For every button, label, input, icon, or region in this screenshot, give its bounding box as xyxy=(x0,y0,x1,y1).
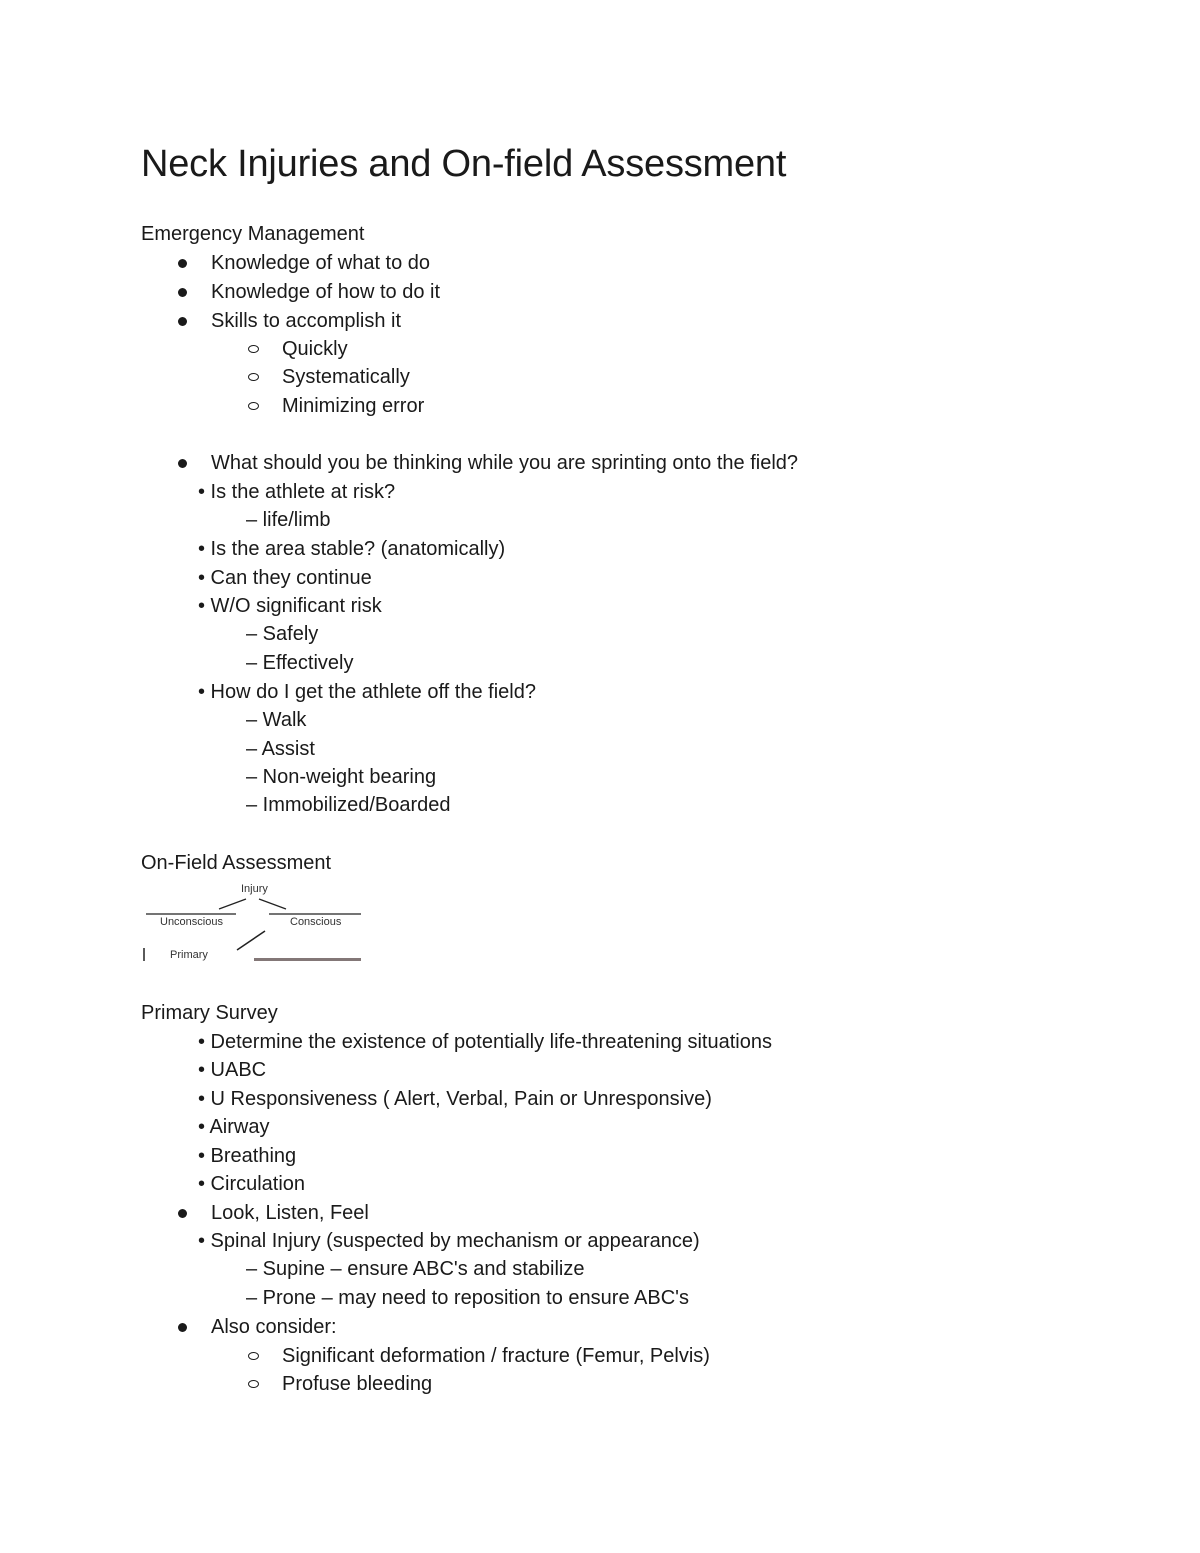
bullet-circle-icon xyxy=(248,373,259,381)
list-subitem: – Non-weight bearing xyxy=(246,766,437,788)
list-item: • Is the athlete at risk? xyxy=(198,481,396,503)
list-item: • How do I get the athlete off the field? xyxy=(198,681,536,703)
bullet-disc-icon xyxy=(178,259,187,268)
arrow-left-line xyxy=(219,899,246,909)
bullet-disc-icon xyxy=(178,1323,187,1332)
bullet-circle-icon xyxy=(248,1380,259,1388)
emergency-heading: Emergency Management xyxy=(141,223,365,245)
list-item: Also consider: xyxy=(211,1316,337,1338)
list-subitem: – Prone – may need to reposition to ensure ABC's xyxy=(246,1287,689,1309)
list-item: • Spinal Injury (suspected by mechanism or appearance) xyxy=(198,1230,700,1252)
list-item: • UABC xyxy=(198,1059,267,1081)
bullet-circle-icon xyxy=(248,1352,259,1360)
assessment-flow-diagram xyxy=(141,878,366,968)
list-item: • Is the area stable? (anatomically) xyxy=(198,538,506,560)
list-item: • Determine the existence of potentially life-threatening situations xyxy=(198,1031,772,1053)
list-subitem: Minimizing error xyxy=(282,395,425,417)
bullet-disc-icon xyxy=(178,1209,187,1218)
redacted-bar xyxy=(254,958,361,961)
diagram-label-bottom: Primary xyxy=(170,949,208,961)
list-subitem: – Effectively xyxy=(246,652,354,674)
list-item: • U Responsiveness ( Alert, Verbal, Pain or Unresponsive) xyxy=(198,1088,712,1110)
list-subitem: – Safely xyxy=(246,623,319,645)
list-item: What should you be thinking while you are sprinting onto the field? xyxy=(211,452,799,474)
list-item: • W/O significant risk xyxy=(198,595,382,617)
list-subitem: Systematically xyxy=(282,366,410,388)
bullet-circle-icon xyxy=(248,345,259,353)
list-subitem: – Assist xyxy=(246,738,315,760)
list-item: Look, Listen, Feel xyxy=(211,1202,369,1224)
onfield-heading: On-Field Assessment xyxy=(141,852,332,874)
diagram-label-top: Injury xyxy=(241,883,268,895)
arrow-right-line xyxy=(259,899,286,909)
list-subitem: – Supine – ensure ABC's and stabilize xyxy=(246,1258,585,1280)
list-subitem: – Immobilized/Boarded xyxy=(246,794,451,816)
list-subitem: Significant deformation / fracture (Femur, Pelvis) xyxy=(282,1345,710,1367)
list-item: • Breathing xyxy=(198,1145,297,1167)
list-item: • Can they continue xyxy=(198,567,372,589)
list-item: Knowledge of how to do it xyxy=(211,281,441,303)
list-subitem: – life/limb xyxy=(246,509,331,531)
diagram-label-right: Conscious xyxy=(290,916,342,928)
list-item: • Circulation xyxy=(198,1173,306,1195)
list-item: • Airway xyxy=(198,1116,270,1138)
bullet-disc-icon xyxy=(178,288,187,297)
list-subitem: Profuse bleeding xyxy=(282,1373,433,1395)
bullet-disc-icon xyxy=(178,317,187,326)
bullet-circle-icon xyxy=(248,402,259,410)
diagram-label-left: Unconscious xyxy=(160,916,223,928)
primary-heading: Primary Survey xyxy=(141,1002,278,1024)
list-item: Skills to accomplish it xyxy=(211,310,402,332)
document-title: Neck Injuries and On-field Assessment xyxy=(141,143,787,185)
list-item: Knowledge of what to do xyxy=(211,252,431,274)
bullet-disc-icon xyxy=(178,459,187,468)
connector-line xyxy=(237,931,265,950)
list-subitem: Quickly xyxy=(282,338,348,360)
list-subitem: – Walk xyxy=(246,709,307,731)
